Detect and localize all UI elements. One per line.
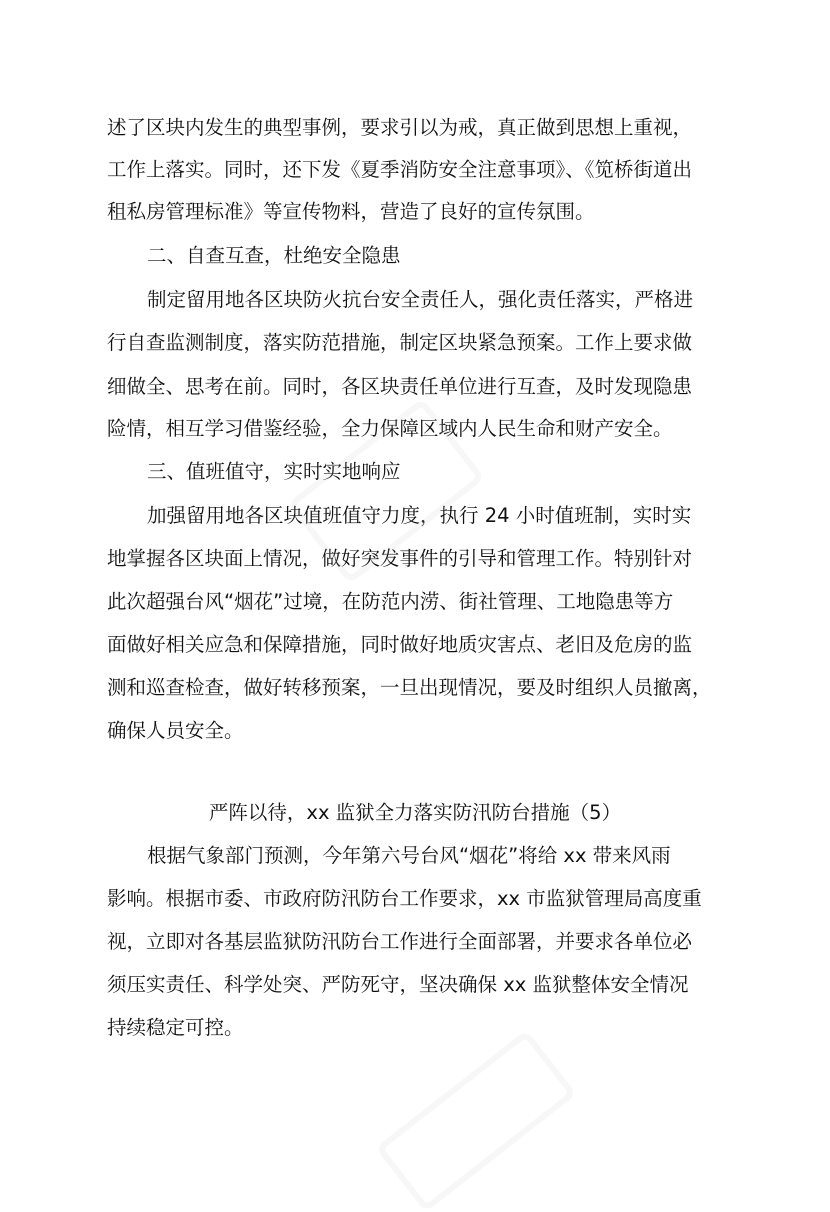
- section-heading: 二、自查互查，杜绝安全隐患: [147, 244, 401, 267]
- paragraph-line: 工作上落实。同时，还下发《夏季消防安全注意事项》、《笕桥街道出: [107, 158, 693, 181]
- article-title: 严阵以待，xx 监狱全力落实防汛防台措施（5）: [208, 800, 622, 824]
- paragraph-line: 细做全、思考在前。同时，各区块责任单位进行互查，及时发现隐患: [107, 375, 693, 398]
- paragraph-line: 须压实责任、科学处突、严防死守，坚决确保 xx 监狱整体安全情况: [107, 973, 689, 996]
- paragraph-line: 影响。根据市委、市政府防汛防台工作要求，xx 市监狱管理局高度重: [107, 887, 702, 910]
- paragraph-line: 此次超强台风“烟花”过境，在防范内涝、街社管理、工地隐患等方: [107, 590, 674, 613]
- paragraph-line: 视，立即对各基层监狱防汛防台工作进行全面部署，并要求各单位必: [107, 930, 693, 953]
- paragraph-line: 持续稳定可控。: [107, 1016, 244, 1039]
- paragraph-line: 测和巡查检查，做好转移预案，一旦出现情况，要及时组织人员撤离，: [107, 676, 712, 699]
- paragraph-line: 面做好相关应急和保障措施，同时做好地质灾害点、老旧及危房的监: [107, 633, 693, 656]
- paragraph-line: 险情，相互学习借鉴经验，全力保障区域内人民生命和财产安全。: [107, 417, 673, 440]
- section-heading: 三、值班值守，实时实地响应: [147, 460, 401, 483]
- paragraph-line: 确保人员安全。: [107, 719, 244, 742]
- paragraph-line: 述了区块内发生的典型事例，要求引以为戒，真正做到思想上重视，: [107, 116, 693, 139]
- paragraph-line: 行自查监测制度，落实防范措施，制定区块紧急预案。工作上要求做: [107, 331, 693, 354]
- paragraph-line: 制定留用地各区块防火抗台安全责任人，强化责任落实，严格进: [147, 288, 694, 311]
- paragraph-line: 租私房管理标准》等宣传物料，营造了良好的宣传氛围。: [107, 200, 595, 223]
- paragraph-line: 地掌握各区块面上情况，做好突发事件的引导和管理工作。特别针对: [107, 547, 693, 570]
- paragraph-line: 加强留用地各区块值班值守力度，执行 24 小时值班制，实时实: [147, 504, 692, 527]
- watermark-mark: [375, 1030, 577, 1212]
- paragraph-line: 根据气象部门预测，今年第六号台风“烟花”将给 xx 带来风雨: [147, 844, 671, 867]
